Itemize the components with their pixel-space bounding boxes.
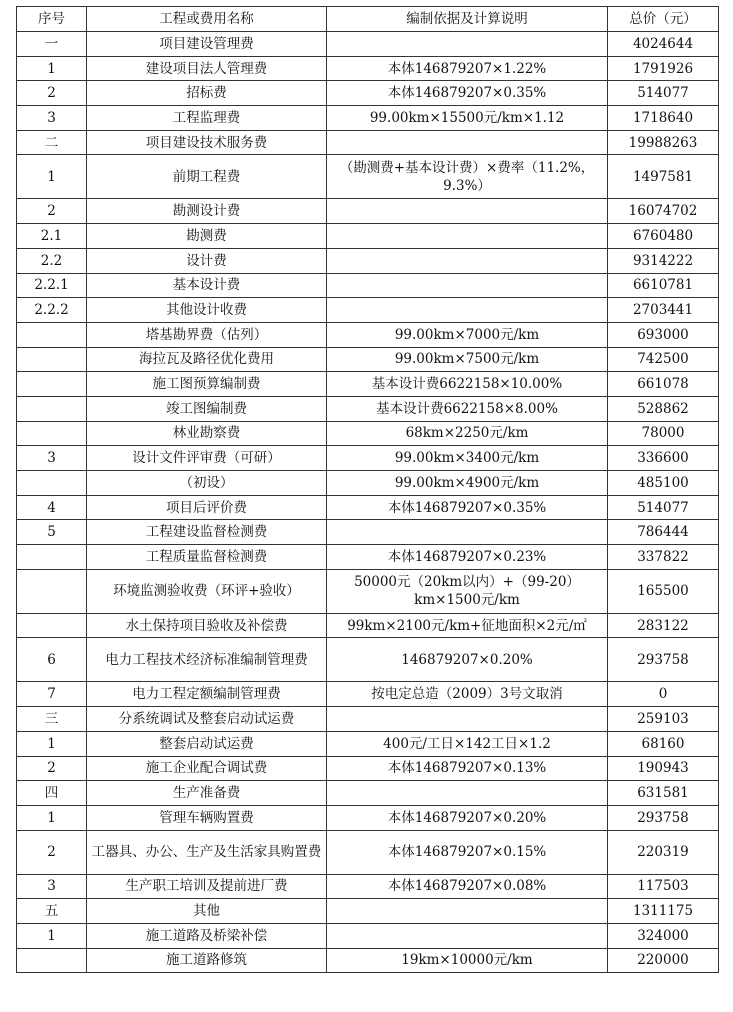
cell-basis: [327, 298, 608, 323]
cell-name: 设计费: [87, 248, 327, 273]
cell-seq: 1: [17, 155, 87, 199]
cell-total: 514077: [608, 81, 719, 106]
cell-basis: 400元/工日×142工日×1.2: [327, 731, 608, 756]
cell-seq: [17, 372, 87, 397]
cell-total: 1311175: [608, 899, 719, 924]
cell-seq: 5: [17, 520, 87, 545]
cell-basis: 50000元（20km以内）+（99-20）km×1500元/km: [327, 569, 608, 613]
cell-name: 其他: [87, 899, 327, 924]
table-row: [17, 805, 719, 830]
table-row: [17, 81, 719, 106]
cell-basis: [327, 224, 608, 249]
table-row: [17, 56, 719, 81]
table-row: [17, 948, 719, 973]
cell-basis: 本体146879207×0.35%: [327, 495, 608, 520]
cell-name: 分系统调试及整套启动试运费: [87, 707, 327, 732]
cell-seq: 2.1: [17, 224, 87, 249]
cell-basis: 本体146879207×0.15%: [327, 830, 608, 874]
cell-name: 工程建设监督检测费: [87, 520, 327, 545]
cell-total: 6610781: [608, 273, 719, 298]
table-row: [17, 781, 719, 806]
cell-seq: [17, 322, 87, 347]
cell-name: 施工道路修筑: [87, 948, 327, 973]
cell-total: 786444: [608, 520, 719, 545]
cell-seq: [17, 396, 87, 421]
cell-name: 设计文件评审费（可研）: [87, 446, 327, 471]
cell-total: 283122: [608, 613, 719, 638]
cell-total: 220000: [608, 948, 719, 973]
cell-seq: 1: [17, 923, 87, 948]
cell-name: 施工道路及桥梁补偿: [87, 923, 327, 948]
cell-basis: 99.00km×7000元/km: [327, 322, 608, 347]
cell-name: 项目后评价费: [87, 495, 327, 520]
table-row: [17, 707, 719, 732]
cell-seq: 2: [17, 756, 87, 781]
cell-basis: 本体146879207×0.13%: [327, 756, 608, 781]
cell-basis: 本体146879207×0.35%: [327, 81, 608, 106]
cell-total: 19988263: [608, 130, 719, 155]
cell-name: 勘测设计费: [87, 199, 327, 224]
table-row: [17, 520, 719, 545]
cell-total: 742500: [608, 347, 719, 372]
cell-basis: [327, 130, 608, 155]
cell-basis: [327, 781, 608, 806]
table-row: [17, 545, 719, 570]
cell-name: 竣工图编制费: [87, 396, 327, 421]
cell-seq: 4: [17, 495, 87, 520]
table-row: [17, 421, 719, 446]
table-row: [17, 495, 719, 520]
cell-basis: （勘测费+基本设计费）×费率（11.2%，9.3%）: [327, 155, 608, 199]
cell-name: 施工图预算编制费: [87, 372, 327, 397]
cell-name: 电力工程技术经济标准编制管理费: [87, 638, 327, 682]
table-row: [17, 899, 719, 924]
cell-name: 林业勘察费: [87, 421, 327, 446]
cell-seq: 2.2: [17, 248, 87, 273]
cell-seq: [17, 948, 87, 973]
cell-total: 1791926: [608, 56, 719, 81]
cell-total: 336600: [608, 446, 719, 471]
cell-name: 建设项目法人管理费: [87, 56, 327, 81]
cell-seq: 7: [17, 682, 87, 707]
cell-name: 工程质量监督检测费: [87, 545, 327, 570]
cell-total: 0: [608, 682, 719, 707]
cell-seq: 3: [17, 106, 87, 131]
cell-basis: 99.00km×4900元/km: [327, 471, 608, 496]
cell-basis: 本体146879207×0.23%: [327, 545, 608, 570]
cell-seq: 2: [17, 830, 87, 874]
cell-seq: [17, 471, 87, 496]
cell-name: 勘测费: [87, 224, 327, 249]
table-row: [17, 199, 719, 224]
cell-seq: 1: [17, 731, 87, 756]
table-body: [17, 32, 719, 973]
cell-total: 337822: [608, 545, 719, 570]
table-row: [17, 372, 719, 397]
cell-seq: 三: [17, 707, 87, 732]
cell-basis: 146879207×0.20%: [327, 638, 608, 682]
cell-basis: [327, 248, 608, 273]
cell-basis: 基本设计费6622158×8.00%: [327, 396, 608, 421]
table-row: [17, 613, 719, 638]
cell-basis: [327, 923, 608, 948]
cell-total: 324000: [608, 923, 719, 948]
cell-name: 塔基勘界费（估列）: [87, 322, 327, 347]
header-name: 工程或费用名称: [87, 7, 327, 32]
cell-total: 1718640: [608, 106, 719, 131]
table-row: [17, 224, 719, 249]
cell-name: 环境监测验收费（环评+验收）: [87, 569, 327, 613]
cell-seq: 2: [17, 81, 87, 106]
cell-seq: 2.2.1: [17, 273, 87, 298]
cell-seq: 一: [17, 32, 87, 57]
table-row: [17, 471, 719, 496]
cell-total: 68160: [608, 731, 719, 756]
cell-seq: [17, 545, 87, 570]
cell-seq: [17, 613, 87, 638]
table-row: [17, 298, 719, 323]
cell-seq: 3: [17, 874, 87, 899]
cell-basis: [327, 273, 608, 298]
table-row: [17, 830, 719, 874]
cell-total: 1497581: [608, 155, 719, 199]
table-row: [17, 32, 719, 57]
table-row: [17, 248, 719, 273]
cell-basis: 本体146879207×0.08%: [327, 874, 608, 899]
cell-name: 整套启动试运费: [87, 731, 327, 756]
cell-total: 259103: [608, 707, 719, 732]
table-row: [17, 923, 719, 948]
cell-name: 生产职工培训及提前进厂费: [87, 874, 327, 899]
cell-basis: 99.00km×15500元/km×1.12: [327, 106, 608, 131]
cell-total: 9314222: [608, 248, 719, 273]
cell-basis: 本体146879207×1.22%: [327, 56, 608, 81]
table-row: [17, 569, 719, 613]
cell-name: 电力工程定额编制管理费: [87, 682, 327, 707]
cell-seq: 1: [17, 56, 87, 81]
cell-total: 6760480: [608, 224, 719, 249]
cell-seq: 五: [17, 899, 87, 924]
cell-name: 招标费: [87, 81, 327, 106]
cell-name: 工程监理费: [87, 106, 327, 131]
cell-basis: 99.00km×3400元/km: [327, 446, 608, 471]
cell-total: 2703441: [608, 298, 719, 323]
cell-basis: 基本设计费6622158×10.00%: [327, 372, 608, 397]
cell-seq: 1: [17, 805, 87, 830]
table-row: [17, 155, 719, 199]
cell-basis: [327, 520, 608, 545]
table-row: [17, 731, 719, 756]
cell-total: 485100: [608, 471, 719, 496]
table-row: [17, 347, 719, 372]
cell-total: 78000: [608, 421, 719, 446]
cost-table: [16, 6, 719, 973]
cell-name: 施工企业配合调试费: [87, 756, 327, 781]
cell-total: 190943: [608, 756, 719, 781]
table-row: [17, 756, 719, 781]
cell-total: 514077: [608, 495, 719, 520]
cell-name: 其他设计收费: [87, 298, 327, 323]
cell-basis: 99km×2100元/km+征地面积×2元/㎡: [327, 613, 608, 638]
cell-name: 海拉瓦及路径优化费用: [87, 347, 327, 372]
cell-seq: 3: [17, 446, 87, 471]
cell-seq: 2: [17, 199, 87, 224]
header-seq: 序号: [17, 7, 87, 32]
header-basis: 编制依据及计算说明: [327, 7, 608, 32]
cell-basis: [327, 707, 608, 732]
cell-name: 管理车辆购置费: [87, 805, 327, 830]
cell-basis: [327, 199, 608, 224]
table-row: [17, 396, 719, 421]
cell-total: 293758: [608, 805, 719, 830]
table-row: [17, 130, 719, 155]
cell-name: 前期工程费: [87, 155, 327, 199]
cell-name: 水土保持项目验收及补偿费: [87, 613, 327, 638]
cell-seq: 2.2.2: [17, 298, 87, 323]
cell-basis: 按电定总造（2009）3号文取消: [327, 682, 608, 707]
cell-basis: 68km×2250元/km: [327, 421, 608, 446]
cell-seq: 四: [17, 781, 87, 806]
cell-name: 工器具、办公、生产及生活家具购置费: [87, 830, 327, 874]
cell-basis: 19km×10000元/km: [327, 948, 608, 973]
table-row: [17, 682, 719, 707]
table-row: [17, 638, 719, 682]
cell-name: 项目建设管理费: [87, 32, 327, 57]
cell-total: 165500: [608, 569, 719, 613]
cell-basis: [327, 899, 608, 924]
table-row: [17, 322, 719, 347]
cell-total: 4024644: [608, 32, 719, 57]
cell-seq: 6: [17, 638, 87, 682]
table-row: [17, 446, 719, 471]
cell-basis: [327, 32, 608, 57]
cell-name: 生产准备费: [87, 781, 327, 806]
cell-total: 661078: [608, 372, 719, 397]
cell-total: 220319: [608, 830, 719, 874]
table-header: [17, 7, 719, 32]
cell-seq: [17, 569, 87, 613]
cell-total: 16074702: [608, 199, 719, 224]
cell-name: 基本设计费: [87, 273, 327, 298]
cell-seq: [17, 347, 87, 372]
table-row: [17, 106, 719, 131]
cell-total: 631581: [608, 781, 719, 806]
cell-total: 693000: [608, 322, 719, 347]
cell-basis: 99.00km×7500元/km: [327, 347, 608, 372]
cell-total: 528862: [608, 396, 719, 421]
cell-name: （初设）: [87, 471, 327, 496]
cell-total: 293758: [608, 638, 719, 682]
table-row: [17, 273, 719, 298]
cell-name: 项目建设技术服务费: [87, 130, 327, 155]
cell-seq: 二: [17, 130, 87, 155]
cell-total: 117503: [608, 874, 719, 899]
header-total: 总价（元）: [608, 7, 719, 32]
table-row: [17, 874, 719, 899]
cell-basis: 本体146879207×0.20%: [327, 805, 608, 830]
cell-seq: [17, 421, 87, 446]
